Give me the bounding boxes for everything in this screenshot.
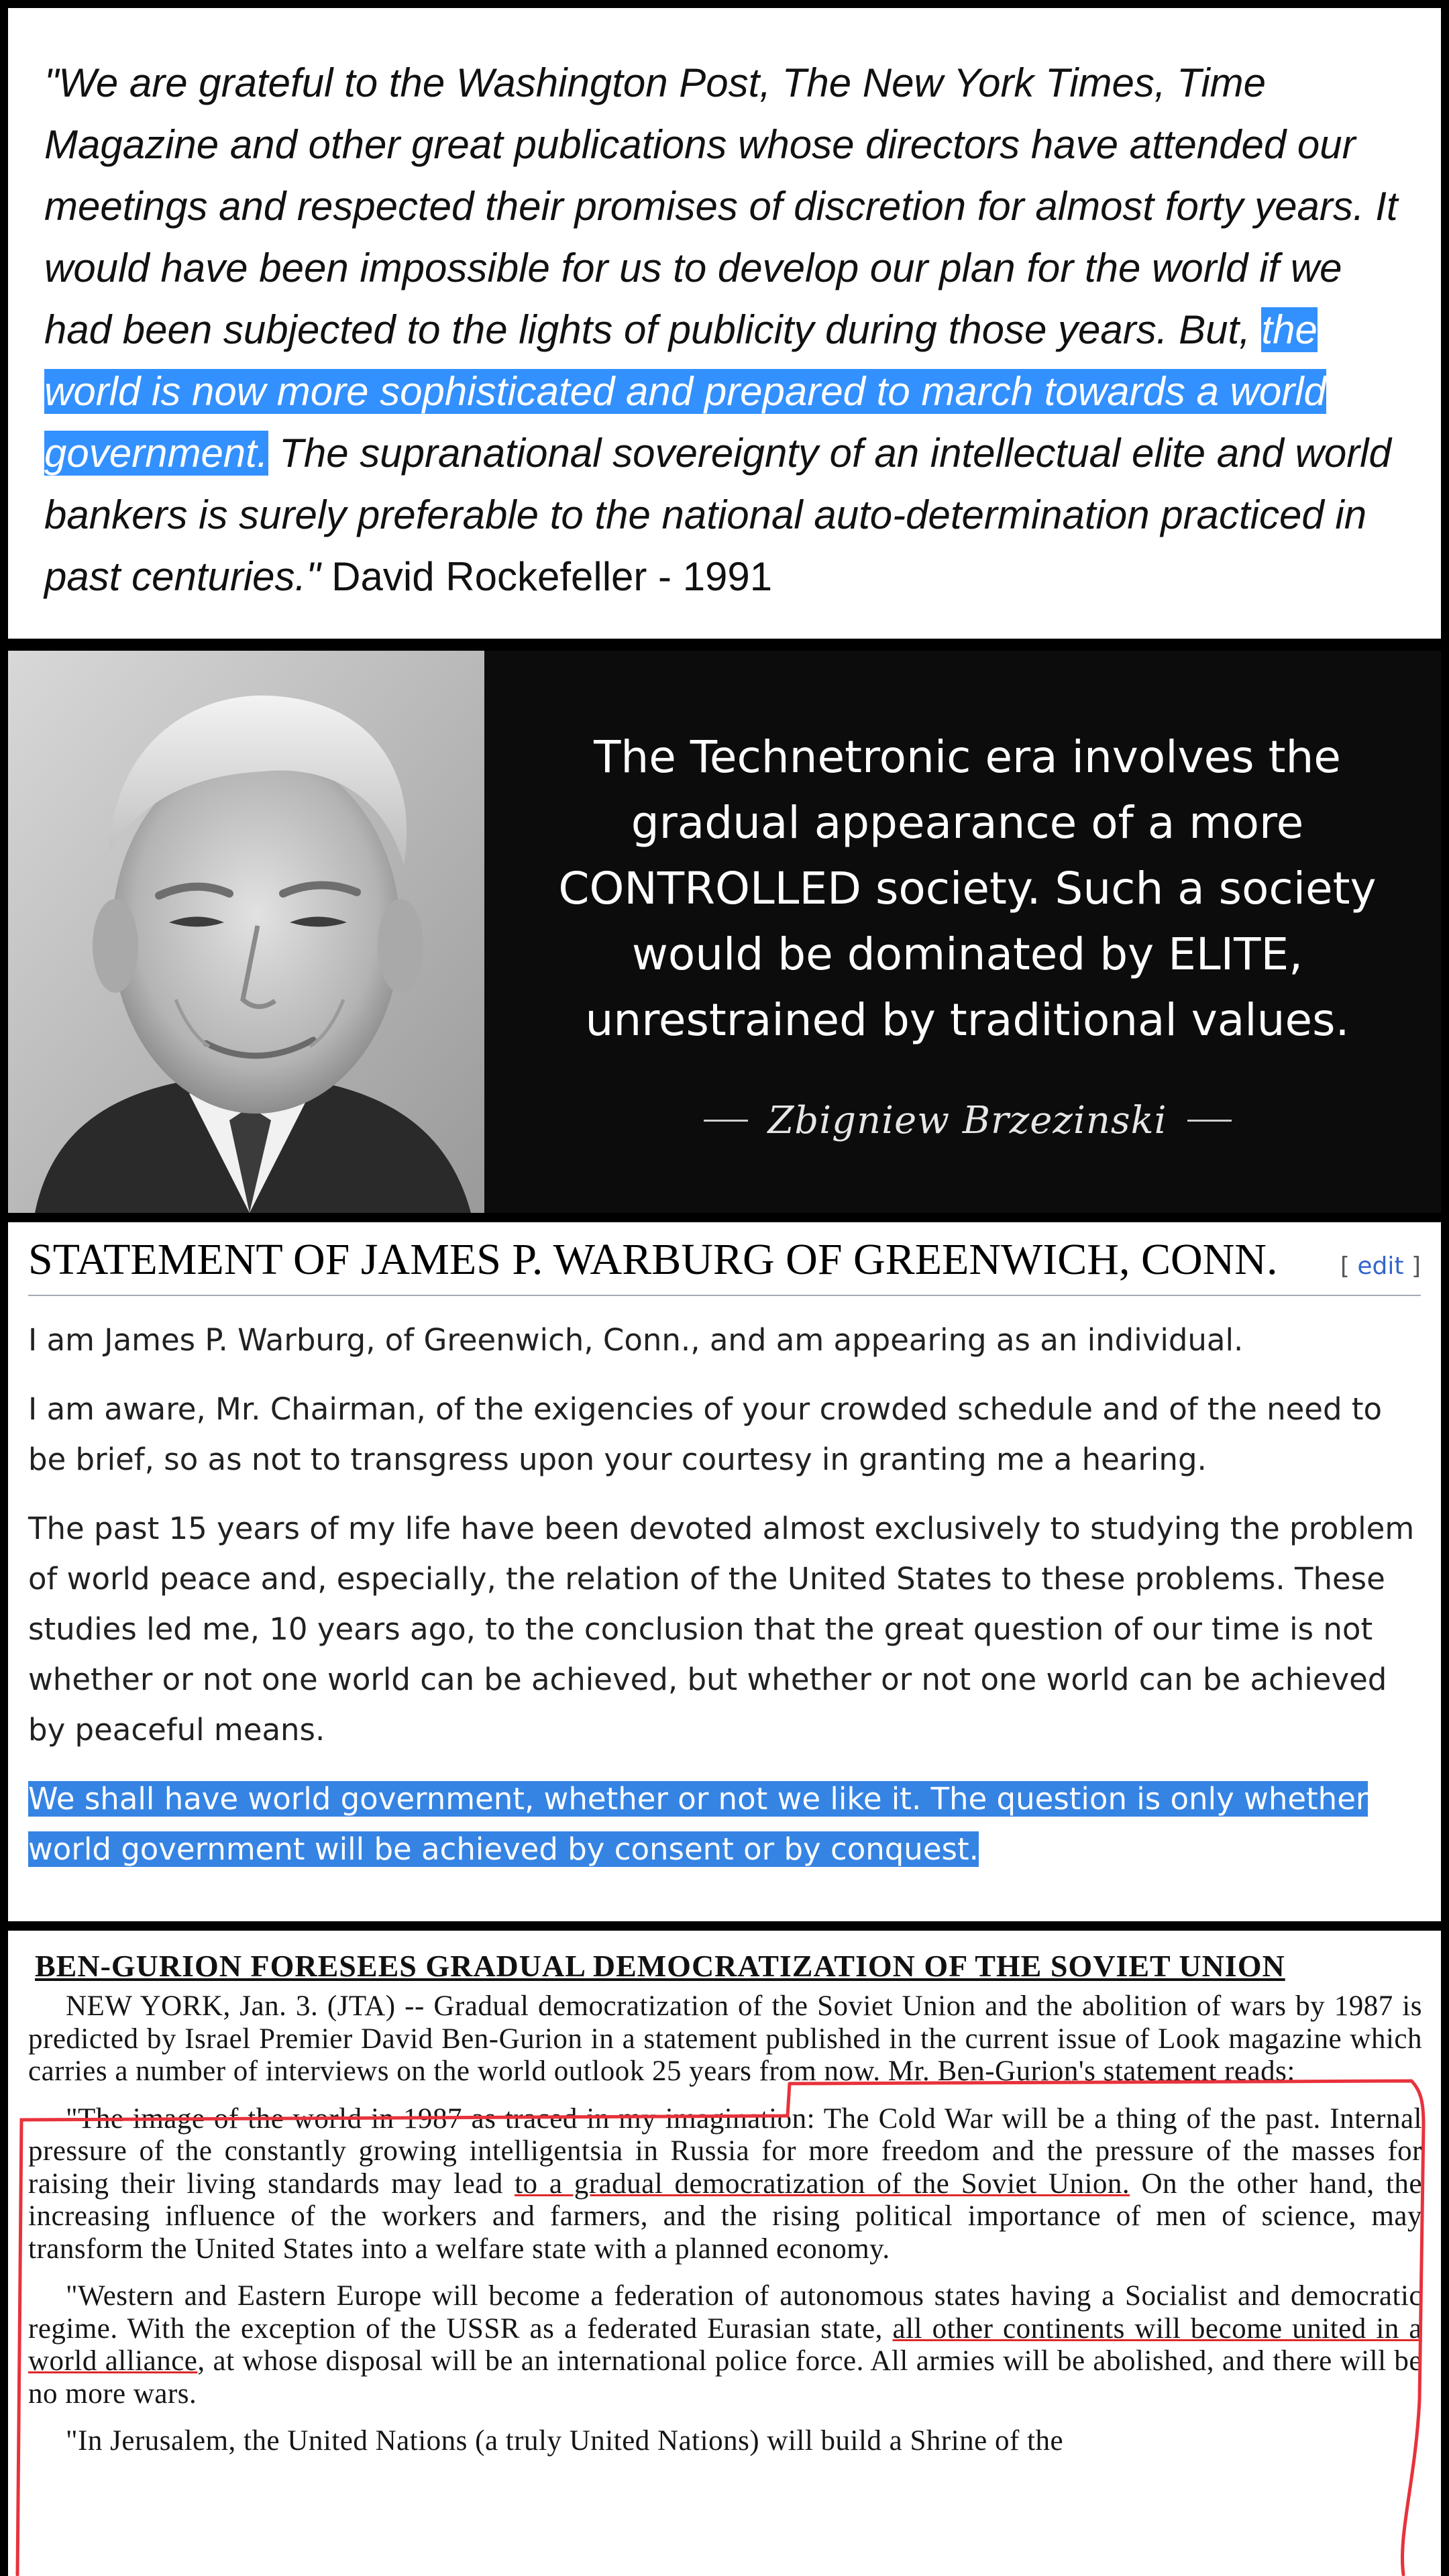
clipping-text: "Western and Eastern Europe will become a federation of autonomous states having a Socialist and democratic regime. With the exception of the USSR as a federated Eurasian state,	[28, 2280, 1422, 2345]
statement-paragraph: I am aware, Mr. Chairman, of the exigencies of your crowded schedule and of the need to be brief, so as not to transgress upon your courtesy in granting me a hearing.	[28, 1391, 1383, 1477]
signature: Zbigniew Brzezinski	[767, 1098, 1167, 1142]
clipping-headline: BEN-GURION FORESEES GRADUAL DEMOCRATIZATION OF THE SOVIET UNION	[35, 1949, 1285, 1983]
section-heading: STATEMENT OF JAMES P. WARBURG OF GREENWICH, CONN.	[28, 1235, 1278, 1284]
brzezinski-portrait	[8, 651, 484, 1213]
section-header	[28, 1222, 1421, 1296]
quote-attribution: David Rockefeller - 1991	[320, 554, 773, 599]
edit-bracket-close: ]	[1403, 1252, 1421, 1280]
signature-dash-right	[1187, 1120, 1232, 1122]
quote-text-before: "We are grateful to the Washington Post, The New York Times, Time Magazine and other great publications whose directors have attended our meetings and respected their promises of discretion for almost forty years. It would have been impossible for us to develop our plan for the world if we had been subjected to the lights of publicity during those years. But,	[44, 60, 1398, 352]
clipping-paragraph: "In Jerusalem, the United Nations (a truly United Nations) will build a Shrine of the	[66, 2425, 1064, 2457]
underlined-text: all other continents will become united in a world alliance	[28, 2312, 1423, 2377]
clipping-paragraph	[28, 2280, 1422, 2410]
clipping-text: On the other hand, the increasing influence of the workers and farmers, and the rising political importance of men of science, may transform the United States into a welfare state with a planned economy.	[28, 2167, 1422, 2265]
underlined-text: to a gradual democratization of the Soviet Union.	[515, 2167, 1130, 2200]
statement-paragraph: The past 15 years of my life have been devoted almost exclusively to studying the problem of world peace and, especially, the relation of the United States to these problems. These studies led me, 10 years ago, to the conclusion that the great question of our time is not whether or not one world can be achieved, but whether or not one world can be achieved by peaceful means.	[28, 1511, 1415, 1748]
quote-highlight[interactable]: the world is now more sophisticated and prepared to march towards a world government.	[44, 307, 1326, 476]
signature-row	[531, 1087, 1403, 1154]
clipping-text: "The image of the world in 1987 as traced in my imagination: The Cold War will be a thing of the past. Internal pressure of the constantly growing intelligentsia in Russia for more freedom and the pressure of the masses for raising their living standards may lead	[28, 2102, 1422, 2200]
rockefeller-quote	[44, 52, 1405, 608]
edit-link[interactable]: edit	[1357, 1252, 1404, 1280]
warburg-statement-panel	[8, 1222, 1441, 1921]
selected-paragraph[interactable]	[28, 1774, 1421, 1874]
clipping-paragraph: NEW YORK, Jan. 3. (JTA) -- Gradual democratization of the Soviet Union and the abolition of wars by 1987 is predicted by Israel Premier David Ben-Gurion in a statement published in the current issue of Look magazine which carries a number of interviews on the world outlook 25 years from now. Mr. Ben-Gurion's statement reads:	[28, 1990, 1422, 2087]
clipping-text: , at whose disposal will be an international police force. All armies will be abolished, and there will be no more wars.	[28, 2345, 1422, 2410]
bengurion-clipping-panel	[8, 1931, 1441, 2576]
signature-dash-left	[704, 1120, 748, 1122]
selected-text[interactable]: We shall have world government, whether or not we like it. The question is only whether world government will be achieved by consent or by conquest.	[28, 1781, 1368, 1867]
quote-text-after: The supranational sovereignty of an intellectual elite and world bankers is surely preferable to the national auto-determination practiced in past centuries."	[44, 431, 1391, 599]
edit-link-wrapper	[1340, 1252, 1421, 1280]
clipping-paragraph	[28, 2103, 1422, 2266]
statement-paragraph: I am James P. Warburg, of Greenwich, Conn., and am appearing as an individual.	[28, 1322, 1244, 1358]
brzezinski-quote-panel	[8, 651, 1441, 1213]
edit-bracket-open: [	[1340, 1252, 1358, 1280]
brzezinski-quote: The Technetronic era involves the gradual appearance of a more CONTROLLED society. Such a society would be dominated by ELITE, unrestrained by traditional values.	[558, 731, 1377, 1046]
rockefeller-quote-panel	[8, 8, 1441, 639]
